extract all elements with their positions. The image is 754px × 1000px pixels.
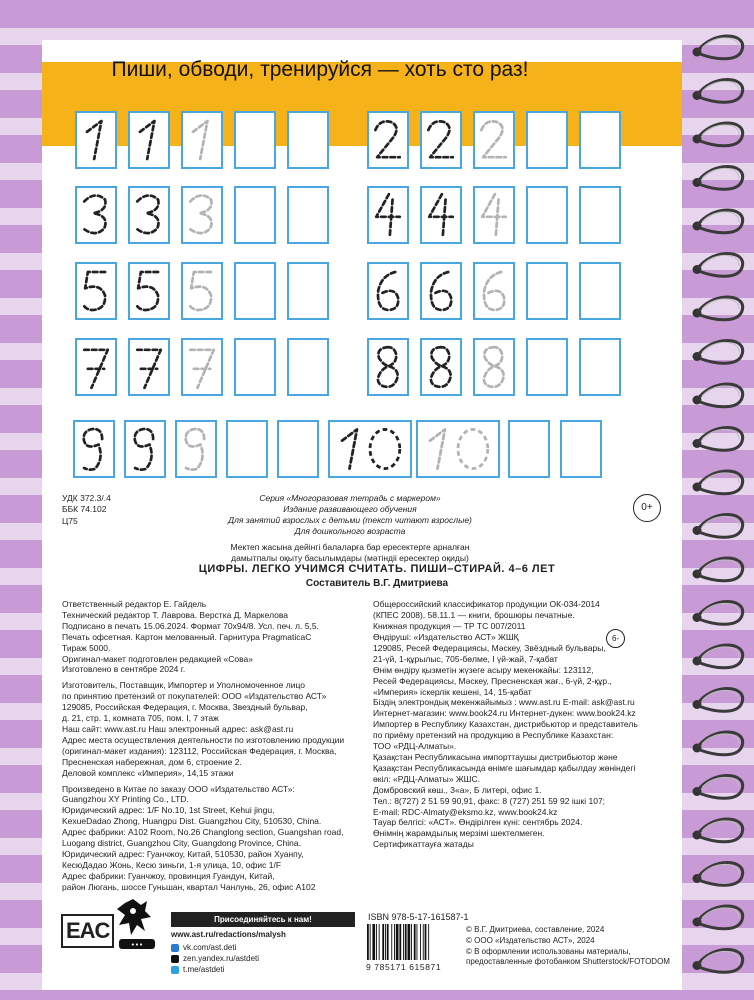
imprint-line: Общероссийский классификатор продукции ОК-034-2014 [373, 599, 600, 609]
join-us-banner: Присоединяйтесь к нам! [171, 912, 355, 927]
imprint-line: Технический редактор Т. Лаврова. Верстка Д. Маркелова [62, 609, 288, 620]
binding-ring-icon [693, 210, 743, 233]
author-code: Ц75 [62, 516, 78, 526]
imprint-line: (КПЕС 2008), 58.11.1 — книги, брошюры печатные. [373, 609, 575, 620]
imprint-line: Адрес фабрики: Гуанчжоу, провинция Гуандун, Китай, [62, 870, 275, 881]
imprint-line: Luogang district, Guangzhou City, Guangdong Province, China. [62, 838, 301, 849]
binding-ring-icon [693, 123, 743, 146]
imprint-line: Тираж 5000. [62, 642, 111, 653]
binding-ring-icon [693, 254, 743, 277]
series-line: Издание развивающего обучения [283, 504, 417, 514]
imprint-line: Подписано в печать 15.06.2024. Формат 70x94/8. Усл. печ. л. 5,5. [62, 620, 319, 631]
imprint-line: Оригинал-макет подготовлен редакцией «Сова» [62, 653, 253, 664]
binding-ring-icon [693, 819, 743, 842]
imprint-line: Біздің электрондық мекенжайымыз : www.ast.ru E-mail: ask@ast.ru [373, 697, 635, 708]
social-link-telegram[interactable]: t.me/astdeti [171, 964, 259, 975]
imprint-line: KexueDadao Zhong, Huangpu Dist. Guangzhou City, 510530, China. [62, 816, 322, 827]
imprint-line: Қазақстан Республикасына импорттаушы дистрибьютор және [373, 751, 618, 762]
binding-ring-icon [693, 515, 743, 538]
imprint-line: Өндіруші: «Издательство АСТ» ЖШҚ [373, 632, 519, 642]
kaz-line: дамытпалы оқыту басылымдары (мәтіндіі ересектер оқиды) [231, 553, 469, 563]
copyright-line: © В.Г. Дмитриева, составление, 2024 [466, 925, 605, 934]
binding-ring-icon [693, 428, 743, 451]
imprint-line: по принятию претензий от покупателей: ООО «Издательство АСТ» [62, 691, 327, 702]
barcode-number: 9 785171 615871 [366, 962, 442, 972]
imprint-line: «Империя» іскерлік кешені, 14, 15-қабат [373, 686, 532, 697]
compiler: Составитель В.Г. Дмитриева [305, 578, 449, 589]
age-rating-badge: 0+ [633, 494, 661, 522]
series-line: Для занятий взрослых с детьми (текст читают взрослые) [228, 515, 472, 525]
imprint-line: Ресей Федерациясы, Мәскеу, Пресненская жағ., 6-үй, 2-құр., [373, 675, 612, 686]
eac-mark: EAC [61, 914, 114, 948]
binding-ring-icon [693, 558, 743, 581]
bbk-code: ББК 74.102 [62, 504, 107, 514]
imprint-line: Сертификаттауға жатады [373, 839, 474, 850]
imprint-line: E-mail: RDC-Almaty@eksmo.kz, www.book24.kz [373, 806, 558, 817]
imprint-line: Тел.: 8(727) 2 51 59 90,91, факс: 8 (727) 251 59 92 ішкі 107; [373, 795, 606, 806]
imprint-line: район Люгань, шоссе Гуньшан, квартал Чанлунь, 26, офис А102 [62, 881, 316, 892]
banner-title: Пиши, обводи, тренируйся — хоть сто раз! [111, 58, 529, 81]
imprint-line: 129085, Российская Федерация, г. Москва, Звездный бульвар, [62, 702, 308, 713]
udk-code: УДК 372.3/.4 [62, 493, 111, 503]
imprint-line: Деловой комплекс «Империя», 14,15 этажи [62, 767, 234, 778]
binding-ring-icon [693, 36, 743, 59]
imprint-line: Өнім өндіру қызметін жүзеге асыру мекенжайы: 123112, [373, 664, 594, 675]
binding-ring-icon [693, 776, 743, 799]
copyright-line: предоставленные фотобанком Shutterstock/FOTODOM [466, 957, 670, 967]
join-url[interactable]: www.ast.ru/redactions/malysh [171, 930, 286, 939]
kaz-line: Мектеп жасына дейінгі балаларға бар ересектерге арналған [230, 542, 470, 552]
imprint-line: Өнімнің жарамдылық мерзімі шектелмеген. [373, 828, 545, 839]
copyright-line: © ООО «Издательство АСТ», 2024 [466, 935, 595, 945]
svg-text:•••: ••• [130, 941, 144, 949]
binding-ring-icon [693, 645, 743, 668]
imprint-line: Адрес фабрики: A102 Room, No.26 Changlong section, Guangshan road, [62, 827, 344, 838]
imprint-line: Книжная продукция — ТР ТС 007/2011 [373, 620, 526, 631]
imprint-line: Тауар белгісі: «АСТ». Өндірілген күні: сентябрь 2024. [373, 817, 583, 828]
book-title: ЦИФРЫ. ЛЕГКО УЧИМСЯ СЧИТАТЬ. ПИШИ–СТИРАЙ. 4–6 ЛЕТ [198, 563, 556, 575]
social-link-vk[interactable]: vk.com/ast.deti [171, 942, 259, 953]
binding-ring-icon [693, 863, 743, 886]
isbn: ISBN 978-5-17-161587-1 [368, 912, 469, 922]
binding-ring-icon [693, 689, 743, 712]
imprint-line: Юридический адрес: Гуанчжоу, Китай, 510530, район Хуанпу, [62, 848, 304, 859]
binding-ring-icon [693, 471, 743, 494]
binding-ring-icon [693, 80, 743, 103]
imprint-line: Изготовлено в сентябре 2024 г. [62, 664, 186, 675]
age-sign-6: 6- [606, 629, 625, 648]
imprint-line: Домбровский көш., 3«а», Б литері, офис 1. [373, 784, 542, 795]
imprint-line: Пресненская набережная, дом 6, строение 2. [62, 756, 242, 767]
imprint-line: Произведено в Китае по заказу ООО «Издательство АСТ»: [62, 783, 295, 794]
imprint-line: Интернет-магазин: www.book24.ru Интернет-дүкен: www.book24.kz [373, 708, 636, 719]
imprint-line: Адрес места осуществления деятельности по изготовлению продукции [62, 734, 345, 745]
binding-ring-icon [693, 341, 743, 364]
binding-ring-icon [693, 384, 743, 407]
social-link-zen[interactable]: zen.yandex.ru/astdeti [171, 953, 259, 964]
imprint-line: Наш сайт: www.ast.ru Наш электронный адрес: ask@ast.ru [62, 723, 294, 734]
imprint-line: өкіл: «РДЦ-Алматы» ЖШС. [373, 773, 480, 784]
binding-ring-icon [693, 732, 743, 755]
imprint-line: 129085, Ресей Федерациясы, Мәскеу, Звёздный бульвары, [373, 642, 606, 653]
imprint-line: (оригинал-макет издания): 123112, Российская Федерация, г. Москва, [62, 745, 337, 756]
imprint-line: Юридический адрес: 1/F No.10, 1st Street, Kehui jingu, [62, 805, 275, 816]
imprint-line: ТОО «РДЦ-Алматы». [373, 741, 457, 752]
series-line: Серия «Многоразовая тетрадь с маркером» [259, 493, 441, 503]
imprint-line: Импортер в Республику Казахстан, дистрибьютор и представитель [373, 719, 638, 730]
binding-ring-icon [693, 906, 743, 929]
imprint-line: 21-үй, 1-құрылыс, 705-бөлме, I үй-жай, 7-қабат [373, 653, 558, 664]
series-line: Для дошкольного возраста [294, 526, 406, 536]
imprint-line: Ответственный редактор Е. Гайдель [62, 599, 207, 609]
imprint-line: Изготовитель, Поставщик, Импортер и Уполномоченное лицо [62, 680, 305, 691]
imprint-line: Guangzhou XY Printing Co., LTD. [62, 794, 189, 805]
binding-ring-icon [693, 950, 743, 973]
imprint-line: д. 21, стр. 1, комната 705, пом. I, 7 этаж [62, 713, 219, 724]
imprint-line: по приёму претензий на продукцию в Республике Казахстан: [373, 730, 614, 741]
binding-ring-icon [693, 602, 743, 625]
imprint-line: Қазақстан Республикасында өнімге шағымдар қабылдау жөніндегі [373, 762, 636, 773]
imprint-line: Печать офсетная. Картон мелованный. Гарнитура PragmaticaC [62, 631, 312, 642]
imprint-line: КесюДадао Жонь, Кесю зиньги, 1-я улица, 10, офис 1/F [62, 859, 282, 870]
copyright-line: © В оформлении использованы материалы, [466, 946, 631, 956]
binding-ring-icon [693, 297, 743, 320]
binding-ring-icon [693, 167, 743, 190]
